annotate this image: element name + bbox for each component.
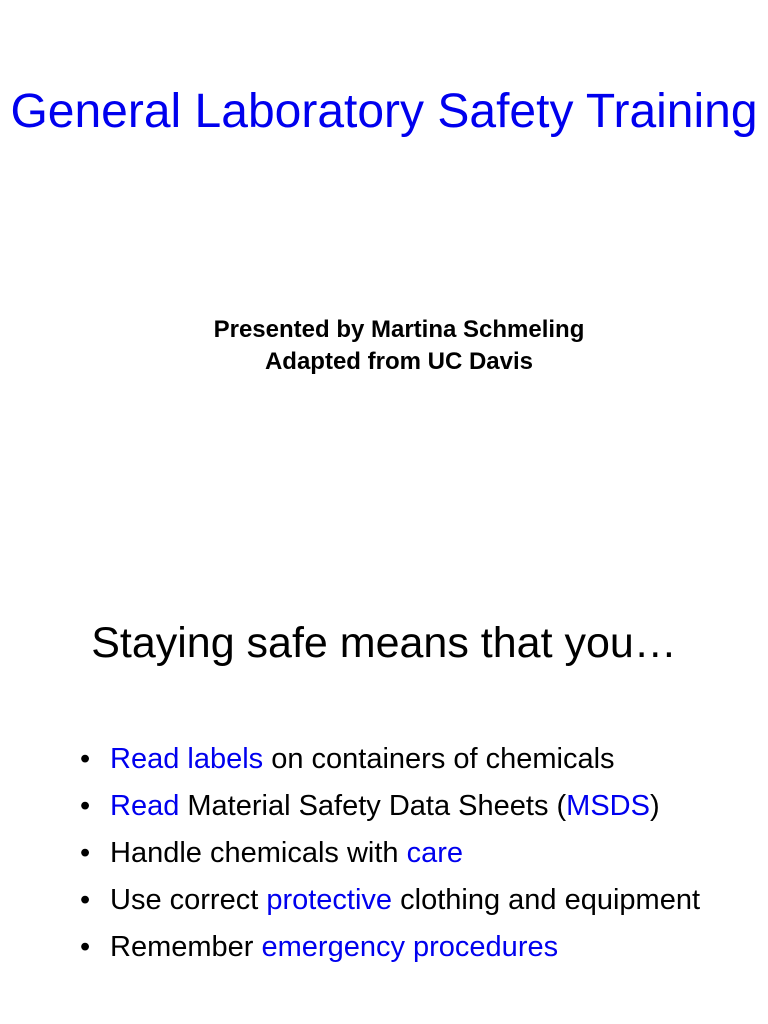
- bullet-text-end: clothing and equipment: [392, 884, 701, 916]
- bullet-item-read-msds: [80, 786, 740, 826]
- bullet-item-handle-care: [80, 833, 740, 873]
- slide-heading: Staying safe means that you…: [91, 619, 677, 667]
- bullet-item-protective: [80, 880, 740, 920]
- bullet-highlight-msds: MSDS: [566, 790, 650, 822]
- adapted-line: Adapted from UC Davis: [264, 348, 534, 375]
- bullet-list: [80, 739, 740, 974]
- presenter-info: [0, 314, 768, 378]
- bullet-text: Material Safety Data Sheets (: [179, 790, 567, 822]
- bullet-text: on containers of chemicals: [263, 743, 615, 775]
- bullet-highlight: care: [406, 837, 463, 869]
- bullet-item-emergency: [80, 927, 740, 967]
- bullet-highlight: protective: [266, 884, 393, 916]
- bullet-highlight: Read labels: [110, 743, 264, 775]
- slide-staying-safe: [0, 512, 768, 1024]
- bullet-text: Remember: [110, 931, 262, 963]
- bullet-dot-icon: •: [80, 931, 91, 963]
- bullet-item-read-labels: [80, 739, 740, 779]
- bullet-highlight: Read: [110, 790, 180, 822]
- bullet-dot-icon: •: [80, 743, 91, 775]
- bullet-dot-icon: •: [80, 790, 91, 822]
- bullet-text-end: ): [649, 790, 660, 822]
- bullet-highlight: emergency procedures: [261, 931, 559, 963]
- bullet-text: Handle chemicals with: [110, 837, 407, 869]
- presenter-line: Presented by Martina Schmeling: [213, 316, 585, 343]
- presentation-title: General Laboratory Safety Training: [10, 85, 758, 138]
- bullet-dot-icon: •: [80, 884, 91, 916]
- bullet-text: Use correct: [110, 884, 267, 916]
- bullet-dot-icon: •: [80, 837, 91, 869]
